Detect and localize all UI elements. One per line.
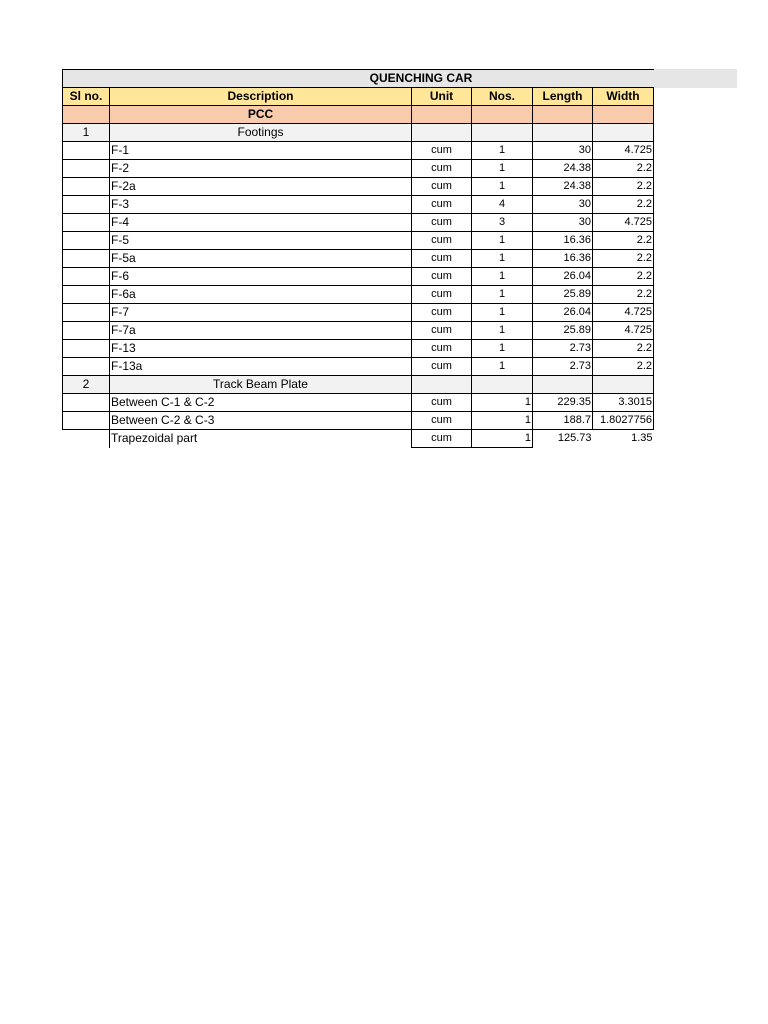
cell-width[interactable]: 4.725	[593, 214, 654, 232]
cell-length[interactable]: 26.04	[533, 304, 593, 322]
quenching-car-table	[62, 69, 654, 448]
cell-unit[interactable]: cum	[412, 430, 472, 448]
cell-description[interactable]: F-6	[110, 268, 412, 286]
cell-nos[interactable]: 1	[472, 340, 533, 358]
cell-unit[interactable]: cum	[412, 286, 472, 304]
cell-unit[interactable]: cum	[412, 178, 472, 196]
cell-width[interactable]: 1.35	[631, 432, 653, 445]
header-width[interactable]: Width	[593, 88, 654, 106]
header-row	[63, 88, 654, 106]
header-sl-no[interactable]: Sl no.	[63, 88, 110, 106]
cell-description[interactable]: Between C-1 & C-2	[110, 394, 412, 412]
table-row	[63, 178, 654, 196]
cell-width[interactable]: 1.8027756	[593, 412, 654, 430]
cell-sl[interactable]	[63, 304, 110, 322]
table-row	[63, 196, 654, 214]
cell-length[interactable]: 30	[533, 142, 593, 160]
header-unit[interactable]: Unit	[412, 88, 472, 106]
cell-length[interactable]: 188.7	[533, 412, 593, 430]
cell-width[interactable]: 4.725	[593, 322, 654, 340]
cell-unit[interactable]: cum	[412, 340, 472, 358]
cell-description[interactable]: F-3	[110, 196, 412, 214]
cell-sl[interactable]	[63, 394, 110, 412]
group-length-cell[interactable]	[533, 376, 593, 394]
group-title[interactable]: Footings	[110, 124, 412, 142]
header-description[interactable]: Description	[110, 88, 412, 106]
group-sl-cell[interactable]: 1	[63, 124, 110, 142]
cell-sl[interactable]	[63, 250, 110, 268]
table-row	[63, 232, 654, 250]
cell-unit[interactable]: cum	[412, 268, 472, 286]
cell-description[interactable]: Between C-2 & C-3	[110, 412, 412, 430]
cell-width[interactable]: 2.2	[593, 160, 654, 178]
title-row	[63, 70, 654, 88]
cell-unit[interactable]: cum	[412, 142, 472, 160]
group-width-cell[interactable]	[593, 376, 654, 394]
cell-unit[interactable]: cum	[412, 196, 472, 214]
cell-nos[interactable]: 4	[472, 196, 533, 214]
cell-width[interactable]: 4.725	[593, 142, 654, 160]
group-row	[63, 124, 654, 142]
section-nos-cell[interactable]	[472, 106, 533, 124]
cell-length[interactable]: 30	[533, 214, 593, 232]
cell-length[interactable]: 16.36	[533, 250, 593, 268]
cell-sl[interactable]	[63, 142, 110, 160]
table-row	[63, 214, 654, 232]
cell-description[interactable]: F-5a	[110, 250, 412, 268]
group-row	[63, 376, 654, 394]
cell-nos[interactable]: 1	[472, 412, 533, 430]
sheet-title[interactable]: QUENCHING CAR	[110, 70, 654, 88]
cell-nos[interactable]: 1	[472, 286, 533, 304]
cell-description[interactable]: F-2a	[110, 178, 412, 196]
section-unit-cell[interactable]	[412, 106, 472, 124]
group-unit-cell[interactable]	[412, 124, 472, 142]
cell-width[interactable]: 2.2	[593, 178, 654, 196]
cell-sl[interactable]	[63, 358, 110, 376]
cell-nos[interactable]: 1	[472, 160, 533, 178]
table-row	[63, 430, 654, 448]
cell-description[interactable]: F-4	[110, 214, 412, 232]
section-length-cell[interactable]	[533, 106, 593, 124]
table-row	[63, 268, 654, 286]
cell-description[interactable]: F-7	[110, 304, 412, 322]
cell-nos[interactable]: 1	[472, 232, 533, 250]
table-row	[63, 394, 654, 412]
cell-length[interactable]: 2.73	[533, 358, 593, 376]
cell-sl[interactable]	[63, 178, 110, 196]
cell-sl[interactable]	[63, 214, 110, 232]
cell-unit[interactable]: cum	[412, 250, 472, 268]
header-nos[interactable]: Nos.	[472, 88, 533, 106]
cell-description[interactable]: F-7a	[110, 322, 412, 340]
cell-length[interactable]: 2.73	[533, 340, 593, 358]
table-row	[63, 304, 654, 322]
cell-sl[interactable]	[63, 286, 110, 304]
cell-unit[interactable]: cum	[412, 160, 472, 178]
cell-nos[interactable]: 1	[472, 268, 533, 286]
cell-length[interactable]: 26.04	[533, 268, 593, 286]
cell-sl[interactable]	[63, 196, 110, 214]
cell-nos[interactable]: 1	[472, 142, 533, 160]
table-row	[63, 358, 654, 376]
cell-nos[interactable]: 1	[472, 394, 533, 412]
cell-width[interactable]: 3.3015	[593, 394, 654, 412]
section-sl-cell[interactable]	[63, 106, 110, 124]
cell-nos[interactable]: 1	[472, 178, 533, 196]
cell-sl[interactable]	[63, 268, 110, 286]
cell-description[interactable]: F-6a	[110, 286, 412, 304]
cell-nos[interactable]: 1	[472, 322, 533, 340]
cell-nos[interactable]: 1	[472, 250, 533, 268]
cell-length[interactable]: 125.73	[557, 432, 592, 445]
cell-sl[interactable]	[63, 160, 110, 178]
cell-width[interactable]: 2.2	[593, 358, 654, 376]
table-row	[63, 250, 654, 268]
title-blank-cell[interactable]	[63, 70, 110, 88]
cell-length[interactable]: 24.38	[533, 178, 593, 196]
cell-width[interactable]: 2.2	[593, 268, 654, 286]
cell-unit[interactable]: cum	[412, 358, 472, 376]
group-width-cell[interactable]	[593, 124, 654, 142]
cell-description[interactable]: F-13a	[110, 358, 412, 376]
cell-length[interactable]: 25.89	[533, 322, 593, 340]
table-row	[63, 412, 654, 430]
cell-description[interactable]: F-1	[110, 142, 412, 160]
cell-nos[interactable]: 1	[472, 430, 533, 448]
cell-nos[interactable]: 1	[472, 358, 533, 376]
group-sl-cell[interactable]: 2	[63, 376, 110, 394]
cell-width[interactable]: 2.2	[593, 286, 654, 304]
cell-width[interactable]: 2.2	[593, 340, 654, 358]
cell-unit[interactable]: cum	[412, 394, 472, 412]
group-nos-cell[interactable]	[472, 124, 533, 142]
cell-description[interactable]: F-13	[110, 340, 412, 358]
table-row	[63, 340, 654, 358]
section-width-cell[interactable]	[593, 106, 654, 124]
cell-width[interactable]: 2.2	[593, 232, 654, 250]
group-title[interactable]: Track Beam Plate	[110, 376, 412, 394]
cell-description[interactable]: F-2	[110, 160, 412, 178]
cell-width[interactable]: 2.2	[593, 196, 654, 214]
cell-description[interactable]: Trapezoidal part	[110, 430, 412, 448]
cell-width[interactable]: 2.2	[593, 250, 654, 268]
cell-nos[interactable]: 3	[472, 214, 533, 232]
cell-length[interactable]: 30	[533, 196, 593, 214]
cell-description[interactable]: F-5	[110, 232, 412, 250]
table-row	[63, 160, 654, 178]
cell-sl[interactable]	[63, 340, 110, 358]
cell-sl[interactable]	[63, 322, 110, 340]
cell-unit[interactable]: cum	[412, 322, 472, 340]
cell-sl[interactable]	[63, 430, 110, 448]
cell-sl[interactable]	[63, 412, 110, 430]
group-unit-cell[interactable]	[412, 376, 472, 394]
group-length-cell[interactable]	[533, 124, 593, 142]
title-band-extension	[653, 69, 737, 88]
header-length[interactable]: Length	[533, 88, 593, 106]
table-row	[63, 286, 654, 304]
cell-nos[interactable]: 1	[472, 304, 533, 322]
cell-length[interactable]: 229.35	[533, 394, 593, 412]
cell-unit[interactable]: cum	[412, 412, 472, 430]
cell-length[interactable]: 24.38	[533, 160, 593, 178]
cell-sl[interactable]	[63, 232, 110, 250]
cell-width[interactable]: 4.725	[593, 304, 654, 322]
group-nos-cell[interactable]	[472, 376, 533, 394]
table-row	[63, 322, 654, 340]
section-title[interactable]: PCC	[110, 106, 412, 124]
cell-unit[interactable]: cum	[412, 214, 472, 232]
table-row	[63, 142, 654, 160]
cell-unit[interactable]: cum	[412, 232, 472, 250]
cell-unit[interactable]: cum	[412, 304, 472, 322]
cell-length[interactable]: 16.36	[533, 232, 593, 250]
section-row-pcc	[63, 106, 654, 124]
cell-length[interactable]: 25.89	[533, 286, 593, 304]
